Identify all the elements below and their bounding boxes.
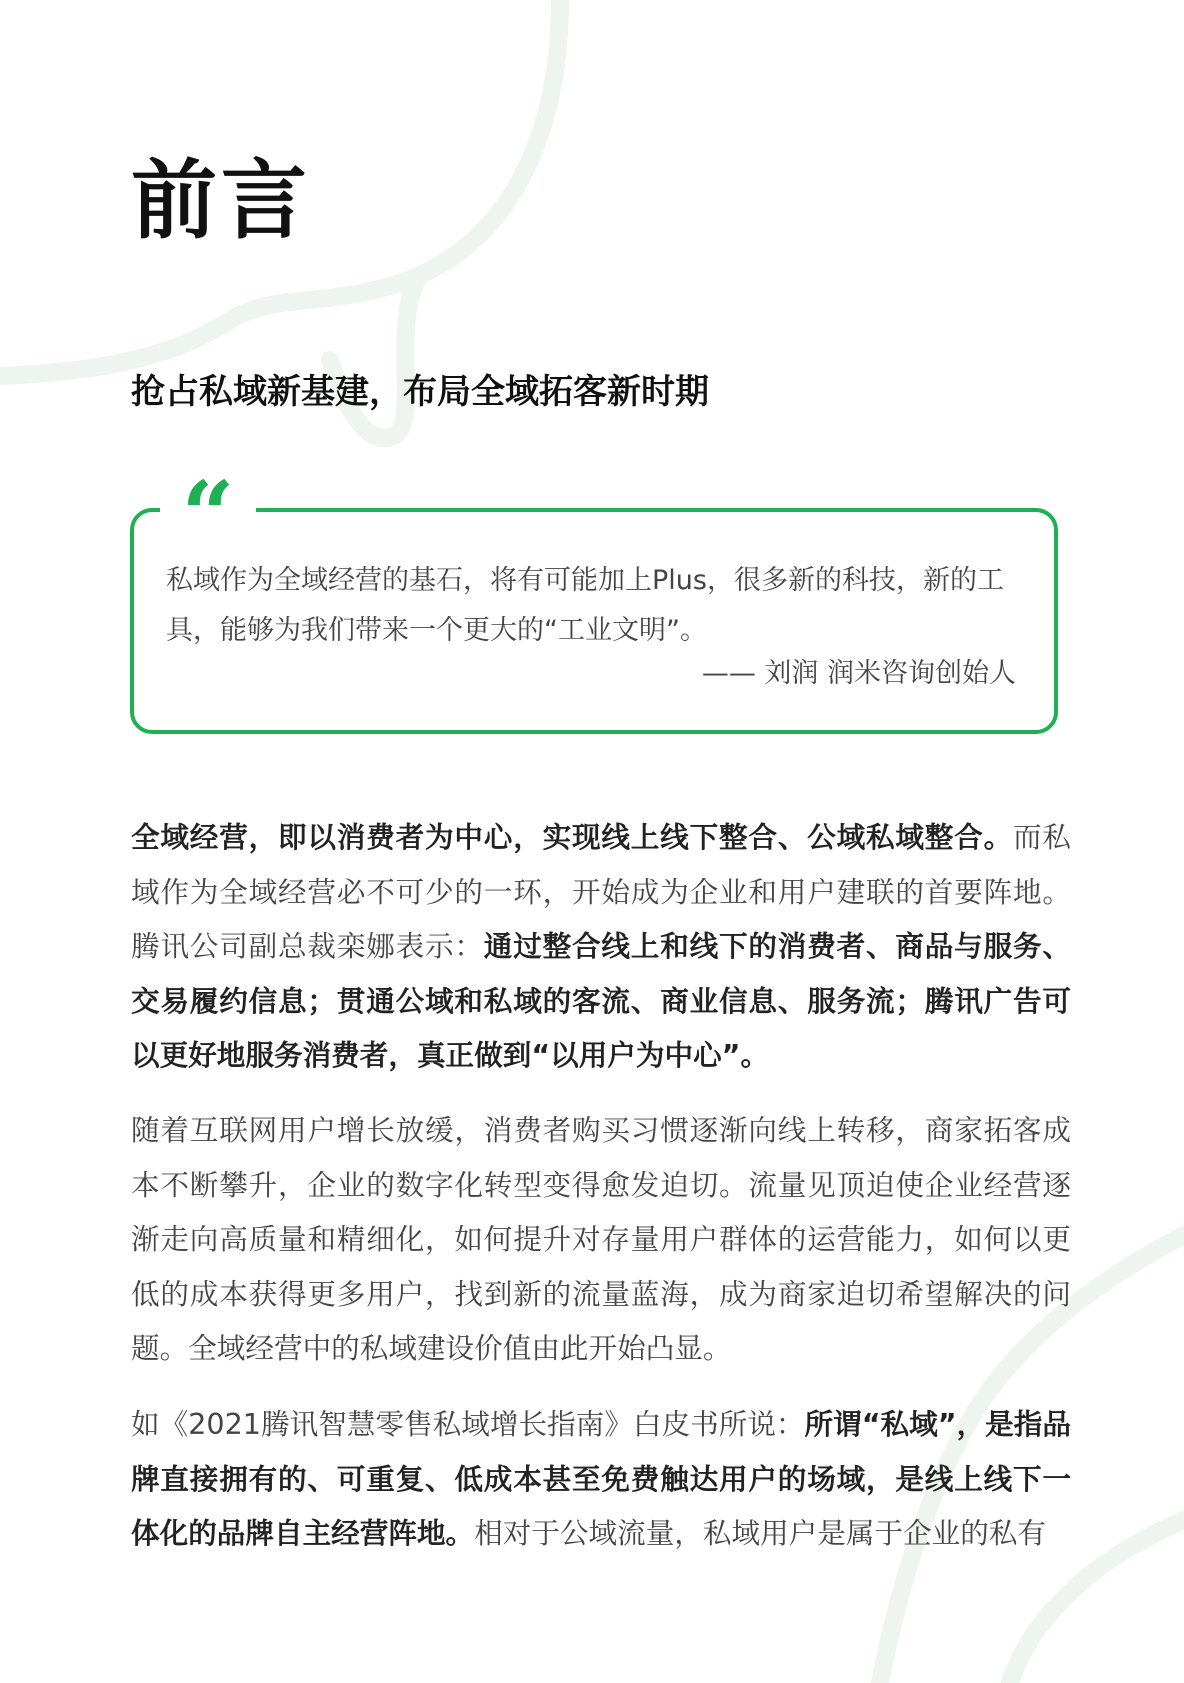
- paragraph-1-bold-2: 通过整合线上和线下的消费者、商品与服务、交易履约信息；贯通公域和私域的客流、商业信息、服务流；腾讯广告可以更好地服务消费者，真正做到“以用户为中心”。: [131, 929, 1071, 1072]
- paragraph-3-bold-1: 所谓“私域”，是指品牌直接拥有的、可重复、低成本甚至免费触达用户的场域，是线上线下一体化的品牌自主经营阵地。: [131, 1407, 1071, 1550]
- quote-mark-icon: “: [160, 460, 256, 530]
- section-subtitle: 抢占私域新基建，布局全域拓客新时期: [131, 372, 709, 412]
- quote-text: 私域作为全域经营的基石，将有可能加上Plus，很多新的科技，新的工具，能够为我们带来一个更大的“工业文明”。: [166, 565, 1004, 646]
- body-paragraph-1: [131, 810, 1071, 1083]
- paragraph-2-text-1: 随着互联网用户增长放缓，消费者购买习惯逐渐向线上转移，商家拓客成本不断攀升，企业的数字化转型变得愈发迫切。流量见顶迫使企业经营逐渐走向高质量和精细化，如何提升对存量用户群体的运营能力，如何以更低的成本获得更多用户，找到新的流量蓝海，成为商家迫切希望解决的问题。全域经营中的私域建设价值由此开始凸显。: [131, 1113, 1071, 1365]
- paragraph-1-bold-1: 全域经营，即以消费者为中心，实现线上线下整合、公域私域整合。: [131, 820, 1013, 854]
- page-title: 前言: [131, 151, 311, 251]
- paragraph-3-text-1: 如《2021腾讯智慧零售私域增长指南》白皮书所说：: [131, 1407, 805, 1441]
- paragraph-1-text-1: 而私域作为全域经营必不可少的一环，开始成为企业和用户建联的首要阵地。腾讯公司副总裁栾娜表示：: [131, 820, 1071, 963]
- body-paragraph-3: [131, 1397, 1071, 1561]
- paragraph-3-text-2: 相对于公域流量，私域用户是属于企业的私有: [474, 1516, 1047, 1550]
- body-paragraph-2: [131, 1103, 1071, 1376]
- quote-author: —— 刘润 润米咨询创始人: [701, 658, 1016, 689]
